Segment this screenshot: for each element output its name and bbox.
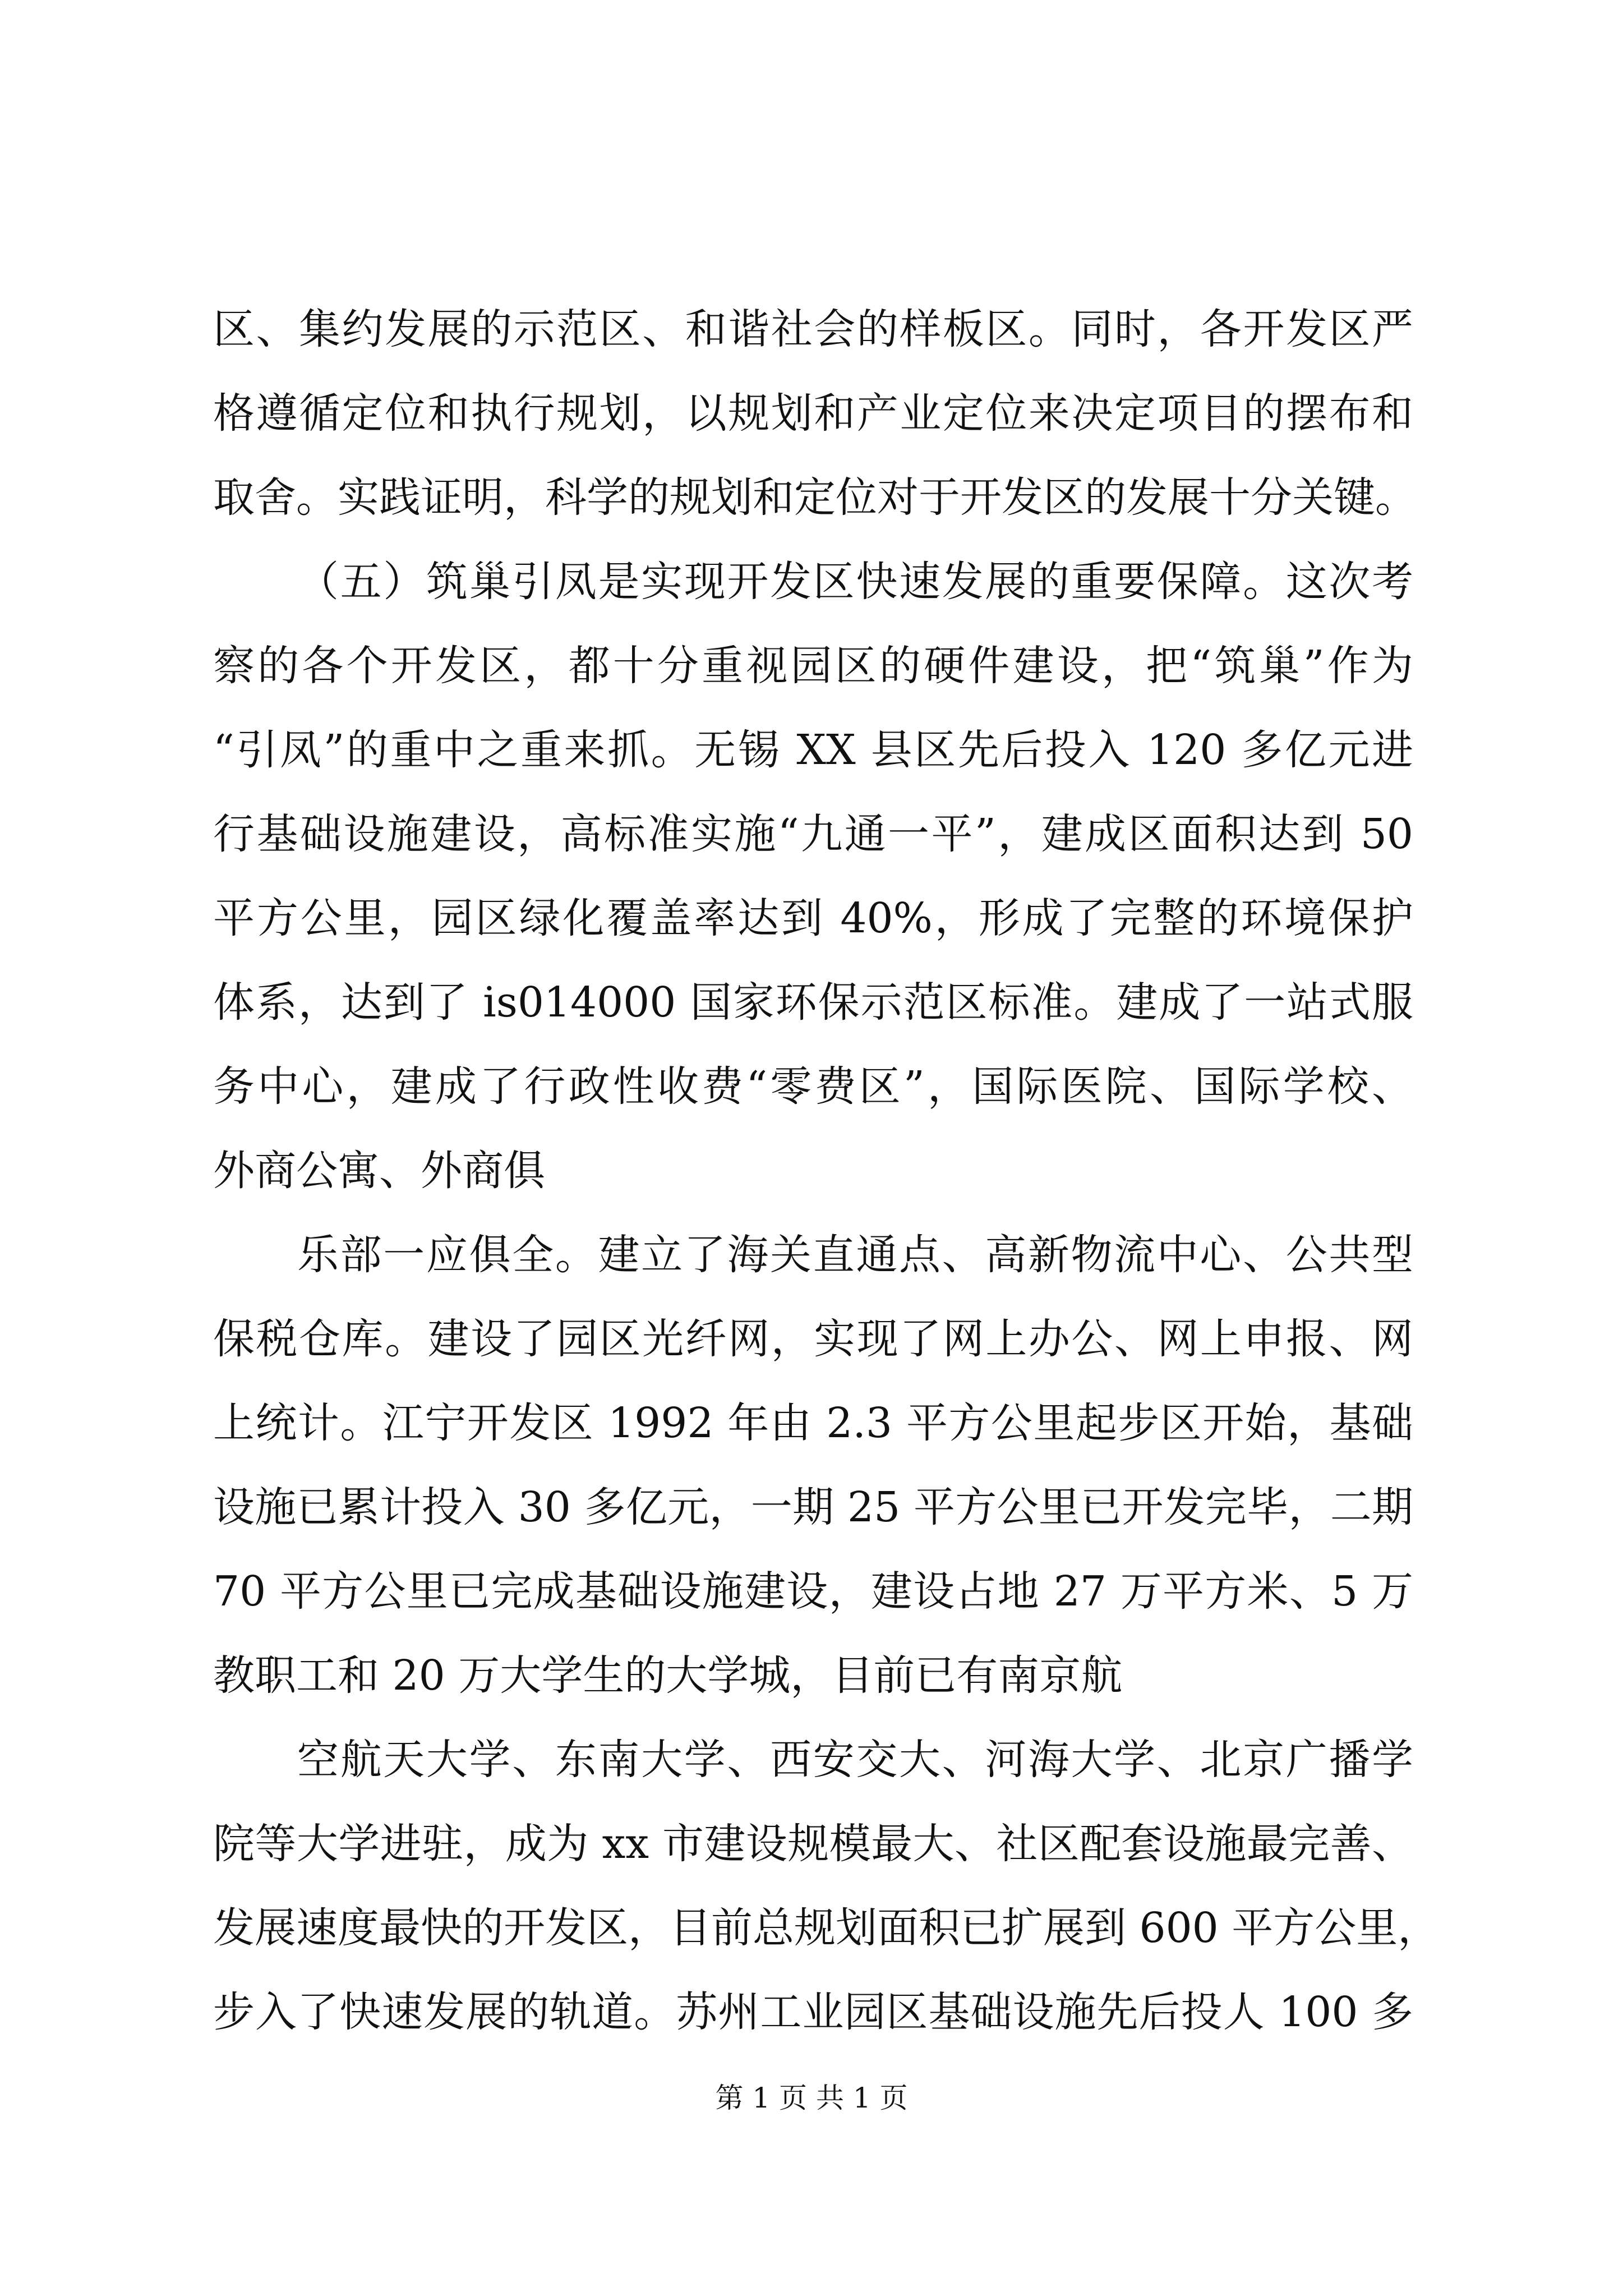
text-line-7: 行基础设施建设，高标准实施“九通一平”，建成区面积达到 50 bbox=[213, 810, 1413, 858]
text-line-3: 取舍。实践证明，科学的规划和定位对于开发区的发展十分关键。 bbox=[213, 473, 1417, 522]
text-line-15: 设施已累计投入 30 多亿元，一期 25 平方公里已开发完毕，二期 bbox=[213, 1483, 1413, 1531]
text-line-13: 保税仓库。建设了园区光纤网，实现了网上办公、网上申报、网 bbox=[213, 1315, 1413, 1363]
page-footer: 第 1 页 共 1 页 bbox=[715, 2082, 908, 2114]
text-line-11: 外商公寓、外商俱 bbox=[213, 1147, 545, 1195]
text-line-1: 区、集约发展的示范区、和谐社会的样板区。同时，各开发区严 bbox=[213, 305, 1413, 353]
text-line-19: 院等大学进驻，成为 xx 市建设规模最大、社区配套设施最完善、 bbox=[213, 1820, 1413, 1868]
text-line-17: 教职工和 20 万大学生的大学城，目前已有南京航 bbox=[213, 1651, 1123, 1700]
text-line-12: 乐部一应俱全。建立了海关直通点、高新物流中心、公共型 bbox=[297, 1231, 1413, 1279]
text-line-18: 空航天大学、东南大学、西安交大、河海大学、北京广播学 bbox=[297, 1736, 1413, 1784]
text-line-8: 平方公里，园区绿化覆盖率达到 40%，形成了完整的环境保护 bbox=[213, 894, 1413, 942]
text-line-6: “引凤”的重中之重来抓。无锡 XX 县区先后投入 120 多亿元进 bbox=[213, 726, 1413, 774]
text-line-9: 体系，达到了 is014000 国家环保示范区标准。建成了一站式服 bbox=[213, 978, 1413, 1027]
text-line-5: 察的各个开发区，都十分重视园区的硬件建设，把“筑巢”作为 bbox=[213, 642, 1413, 690]
text-line-20: 发展速度最快的开发区，目前总规划面积已扩展到 600 平方公里， bbox=[213, 1904, 1440, 1952]
text-line-14: 上统计。江宁开发区 1992 年由 2.3 平方公里起步区开始，基础 bbox=[213, 1399, 1413, 1447]
text-line-16: 70 平方公里已完成基础设施建设，建设占地 27 万平方米、5 万 bbox=[213, 1567, 1413, 1616]
text-line-21: 步入了快速发展的轨道。苏州工业园区基础设施先后投人 100 多 bbox=[213, 1988, 1413, 2036]
text-line-2: 格遵循定位和执行规划，以规划和产业定位来决定项目的摆布和 bbox=[213, 389, 1413, 438]
text-line-4: （五）筑巢引凤是实现开发区快速发展的重要保障。这次考 bbox=[297, 558, 1413, 606]
text-line-10: 务中心，建成了行政性收费“零费区”，国际医院、国际学校、 bbox=[213, 1062, 1413, 1111]
